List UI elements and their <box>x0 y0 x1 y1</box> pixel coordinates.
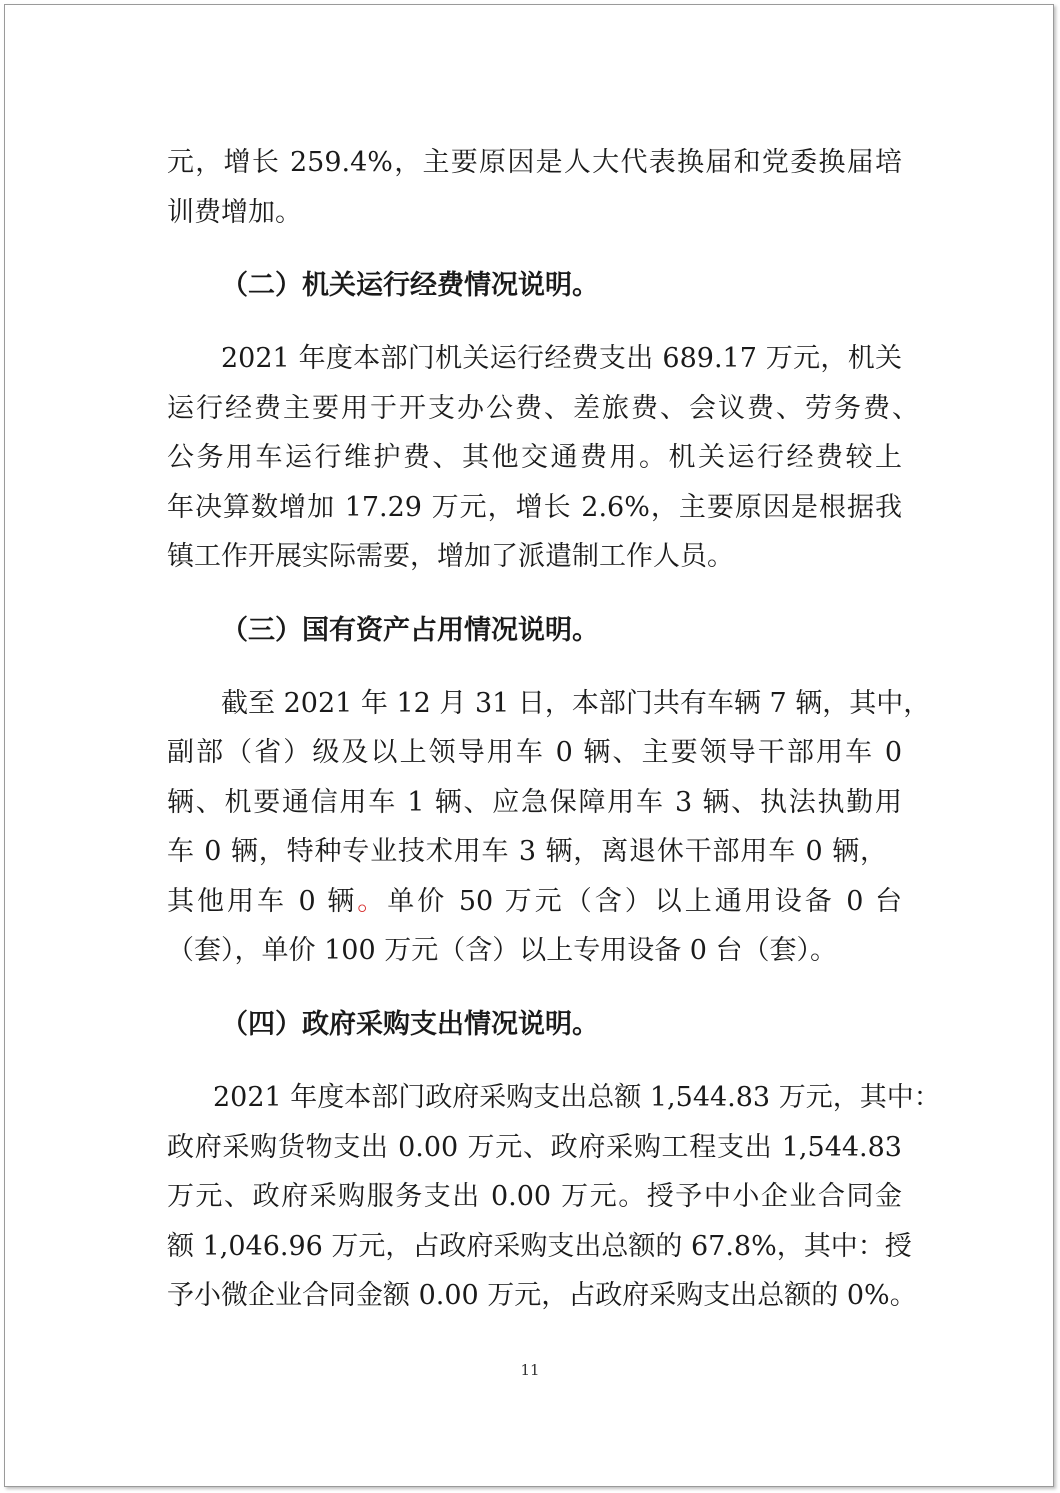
paragraph-line: 元，增长 259.4%，主要原因是人大代表换届和党委换届培 <box>167 147 902 178</box>
paragraph-line: 万元、政府采购服务支出 0.00 万元。授予中小企业合同金 <box>167 1181 902 1212</box>
paragraph-line: 辆、机要通信用车 1 辆、应急保障用车 3 辆、执法执勤用 <box>167 787 902 818</box>
section-heading-4: （四）政府采购支出情况说明。 <box>221 1009 599 1040</box>
paragraph-line: 年决算数增加 17.29 万元，增长 2.6%，主要原因是根据我 <box>167 492 902 523</box>
paragraph-line: 副部（省）级及以上领导用车 0 辆、主要领导干部用车 0 <box>167 737 902 768</box>
text-segment: 其他用车 0 辆 <box>167 886 358 917</box>
paragraph-line: 公务用车运行维护费、其他交通费用。机关运行经费较上 <box>167 442 902 473</box>
section-heading-2: （二）机关运行经费情况说明。 <box>221 270 599 301</box>
paragraph-line-with-mark <box>167 884 902 920</box>
paragraph-line: （套），单价 100 万元（含）以上专用设备 0 台（套）。 <box>167 935 838 966</box>
page-number: 11 <box>520 1361 540 1379</box>
paragraph-line: 车 0 辆，特种专业技术用车 3 辆，离退休干部用车 0 辆， <box>167 836 887 867</box>
paragraph-line: 2021 年度本部门政府采购支出总额 1,544.83 万元，其中： <box>213 1082 941 1113</box>
paragraph-line: 2021 年度本部门机关运行经费支出 689.17 万元，机关 <box>221 343 902 374</box>
section-heading-3: （三）国有资产占用情况说明。 <box>221 615 599 646</box>
paragraph-line: 运行经费主要用于开支办公费、差旅费、会议费、劳务费、 <box>167 393 919 424</box>
paragraph-line: 额 1,046.96 万元，占政府采购支出总额的 67.8%，其中：授 <box>167 1231 912 1262</box>
paragraph-line: 政府采购货物支出 0.00 万元、政府采购工程支出 1,544.83 <box>167 1132 902 1163</box>
paragraph-line: 予小微企业合同金额 0.00 万元，占政府采购支出总额的 0%。 <box>167 1280 917 1311</box>
paragraph-line: 截至 2021 年 12 月 31 日，本部门共有车辆 7 辆，其中， <box>221 688 931 719</box>
paragraph-line: 镇工作开展实际需要，增加了派遣制工作人员。 <box>167 541 734 572</box>
paragraph-line: 训费增加。 <box>167 197 302 228</box>
red-period-mark: 。 <box>357 886 388 917</box>
text-segment: 单价 50 万元（含）以上通用设备 0 台 <box>387 886 903 917</box>
